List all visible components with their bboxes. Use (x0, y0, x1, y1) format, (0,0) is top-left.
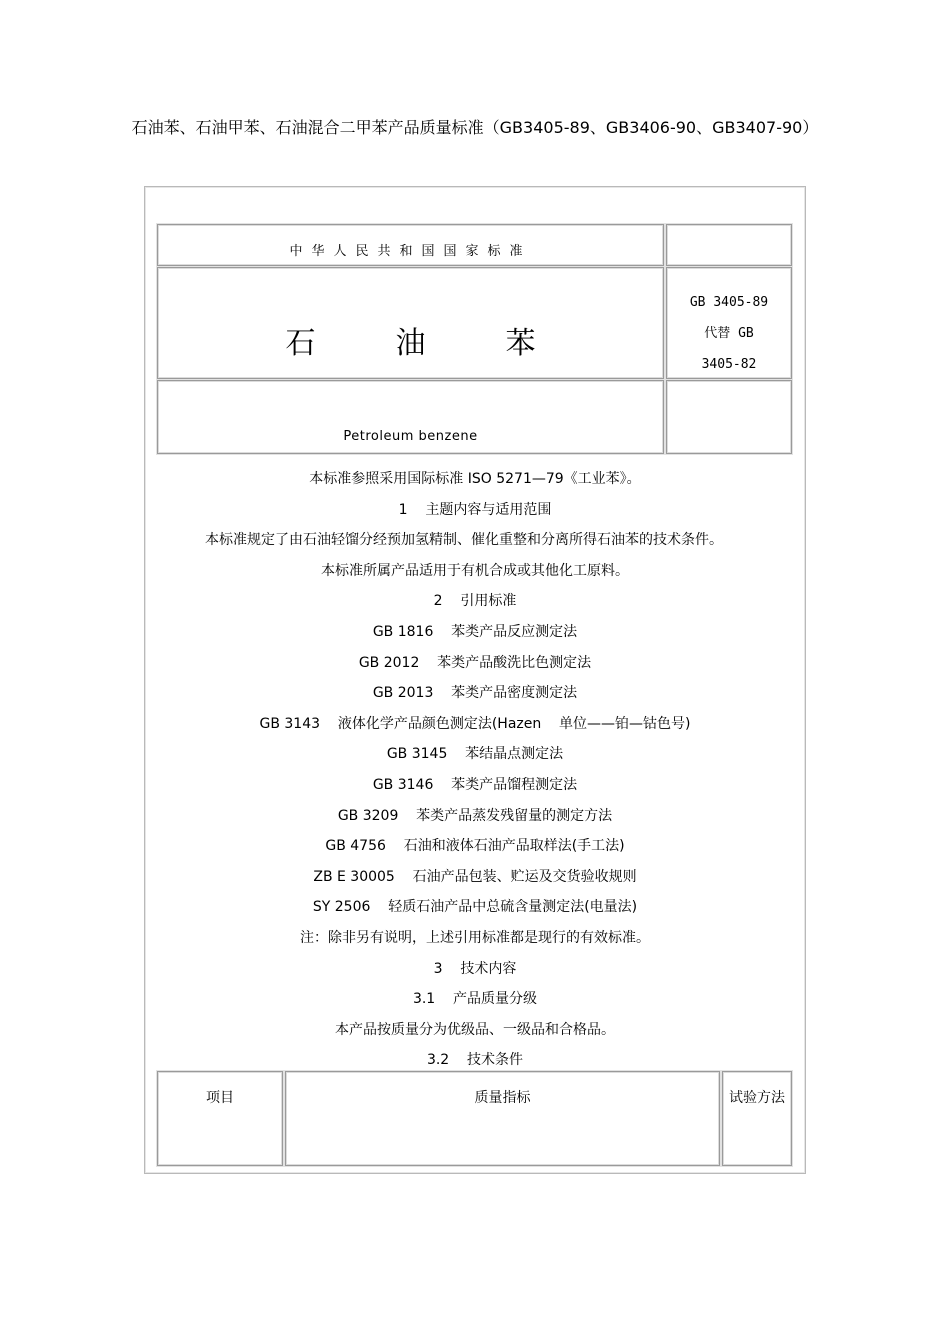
spec-table-header-item: 项目 (206, 1090, 234, 1106)
adoption-note: 本标准参照采用国际标准 ISO 5271—79《工业苯》。 (309, 471, 641, 487)
reference-item: GB 1816 苯类产品反应测定法 (372, 623, 578, 640)
document-title: 石油苯、石油甲苯、石油混合二甲苯产品质量标准（GB3405-89、GB3406-90、GB3407-90） (131, 118, 819, 137)
product-title: 石油苯 (285, 326, 616, 361)
reference-item: GB 4756 石油和液体石油产品取样法(手工法) (325, 838, 625, 855)
spec-table-header-method: 试验方法 (729, 1090, 785, 1106)
reference-item: GB 2013 苯类产品密度测定法 (372, 685, 578, 702)
subsection-heading: 3.2 技术条件 (426, 1052, 524, 1069)
section-heading: 1 主题内容与适用范围 (398, 501, 552, 518)
standard-code-line: 3405-82 (701, 357, 757, 372)
reference-item: ZB E 30005 石油产品包装、贮运及交货验收规则 (313, 868, 637, 885)
references-note: 注：除非另有说明，上述引用标准都是现行的有效标准。 (300, 929, 650, 946)
standard-code-line: GB 3405-89 (689, 295, 769, 310)
section-heading: 2 引用标准 (433, 593, 517, 610)
english-blank-cell (666, 380, 792, 454)
reference-item: SY 2506 轻质石油产品中总硫含量测定法(电量法) (312, 899, 638, 916)
reference-item: GB 3209 苯类产品蒸发残留量的测定方法 (337, 807, 613, 824)
section-heading: 3 技术内容 (433, 960, 517, 977)
reference-item: GB 2012 苯类产品酸洗比色测定法 (358, 654, 592, 671)
subsection-heading: 3.1 产品质量分级 (412, 991, 538, 1008)
standard-code-line: 代替 GB (704, 326, 754, 341)
document-body (160, 464, 790, 1076)
spec-table-header-quality: 质量指标 (474, 1090, 531, 1106)
national-standard-label: 中华人民共和国国家标准 (289, 244, 532, 259)
english-name: Petroleum benzene (343, 429, 478, 444)
reference-item: GB 3143 液体化学产品颜色测定法(Hazen 单位——铂—钴色号) (259, 715, 691, 732)
reference-item: GB 3146 苯类产品馏程测定法 (372, 776, 578, 793)
paragraph: 本产品按质量分为优级品、一级品和合格品。 (335, 1021, 615, 1038)
standard-code (666, 287, 792, 380)
paragraph: 本标准所属产品适用于有机合成或其他化工原料。 (321, 562, 629, 579)
reference-item: GB 3145 苯结晶点测定法 (386, 746, 564, 763)
header-cell-blank (666, 224, 792, 266)
paragraph: 本标准规定了由石油轻馏分经预加氢精制、催化重整和分离所得石油苯的技术条件。 (205, 532, 723, 549)
